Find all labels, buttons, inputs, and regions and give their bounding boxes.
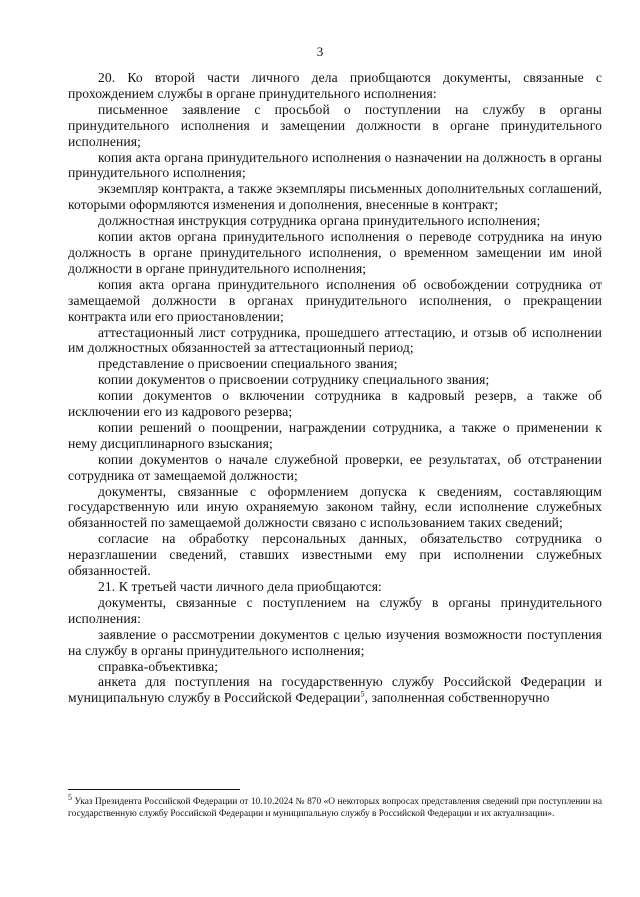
footnote-reference[interactable]: 5 <box>360 689 365 699</box>
list-item: согласие на обработку персональных данных, обязательство сотрудника о неразглашении сведений, ставших известными ему при исполнении служебных обязанностей. <box>68 531 602 579</box>
list-item-text-continued: , заполненная собственноручно <box>364 690 550 706</box>
list-item: копии документов о начале служебной проверки, ее результатах, об отстранении сотрудника от замещаемой должности; <box>68 451 602 483</box>
list-item: должностная инструкция сотрудника органа принудительного исполнения; <box>98 213 541 229</box>
document-body <box>68 70 602 706</box>
page-number: 3 <box>316 44 324 59</box>
list-item: заявление о рассмотрении документов с целью изучения возможности поступления на службу в органы принудительного исполнения; <box>68 626 602 658</box>
footnote-text: Указ Президента Российской Федерации от 10.10.2024 № 870 «О некоторых вопросах представления сведений при поступлении на государственную службу Российской Федерации и муниципальную службу в Российской Федерации и их актуализации». <box>68 797 602 819</box>
list-item-text: анкета для поступления на государственную службу Российской Федерации и муниципальную службу в Российской Федерации <box>68 674 602 706</box>
list-item: письменное заявление с просьбой о поступлении на службу в органы принудительного исполнения и замещении должности в органе принудительного исполнения; <box>68 101 602 149</box>
paragraph-20-intro: 20. Ко второй части личного дела приобщаются документы, связанные с прохождением службы в органе принудительного исполнения: <box>68 70 602 101</box>
list-item: копии актов органа принудительного исполнения о переводе сотрудника на иную должность в органе принудительного исполнения, о временном замещении им иной должности в органе принудительного исполнения; <box>68 229 602 276</box>
list-item: копия акта органа принудительного исполнения об освобождении сотрудника от замещаемой должности в органах принудительного исполнения, о прекращении контракта или его приостановлении; <box>68 276 602 324</box>
list-item-with-footnote <box>68 674 602 706</box>
list-item: экземпляр контракта, а также экземпляры письменных дополнительных соглашений, которыми оформляются изменения и дополнения, внесенные в контракт; <box>68 181 602 213</box>
list-item: документы, связанные с поступлением на службу в органы принудительного исполнения: <box>68 594 602 626</box>
footnote <box>68 792 602 820</box>
list-item: представление о присвоении специального звания; <box>98 356 398 372</box>
footnote-area <box>68 789 602 820</box>
list-item: справка-объективка; <box>98 658 219 674</box>
list-item: аттестационный лист сотрудника, прошедшего аттестацию, и отзыв об исполнении им должностных обязанностей за аттестационный период; <box>68 324 602 356</box>
list-item: копии решений о поощрении, награждении сотрудника, а также о применении к нему дисциплинарного взыскания; <box>68 419 602 451</box>
list-item: документы, связанные с оформлением допуска к сведениям, составляющим государственную или иную охраняемую законом тайну, если исполнение служебных обязанностей по замещаемой должности связано с использованием таких сведений; <box>68 483 602 531</box>
footnote-divider <box>68 789 240 790</box>
list-item: копии документов о присвоении сотруднику специального звания; <box>98 372 490 388</box>
footnote-mark: 5 <box>68 792 72 802</box>
paragraph-21-intro: 21. К третьей части личного дела приобщаются: <box>98 579 382 594</box>
list-item: копии документов о включении сотрудника в кадровый резерв, а также об исключении его из кадрового резерва; <box>68 388 602 420</box>
list-item: копия акта органа принудительного исполнения о назначении на должность в органы принудительного исполнения; <box>68 149 602 181</box>
